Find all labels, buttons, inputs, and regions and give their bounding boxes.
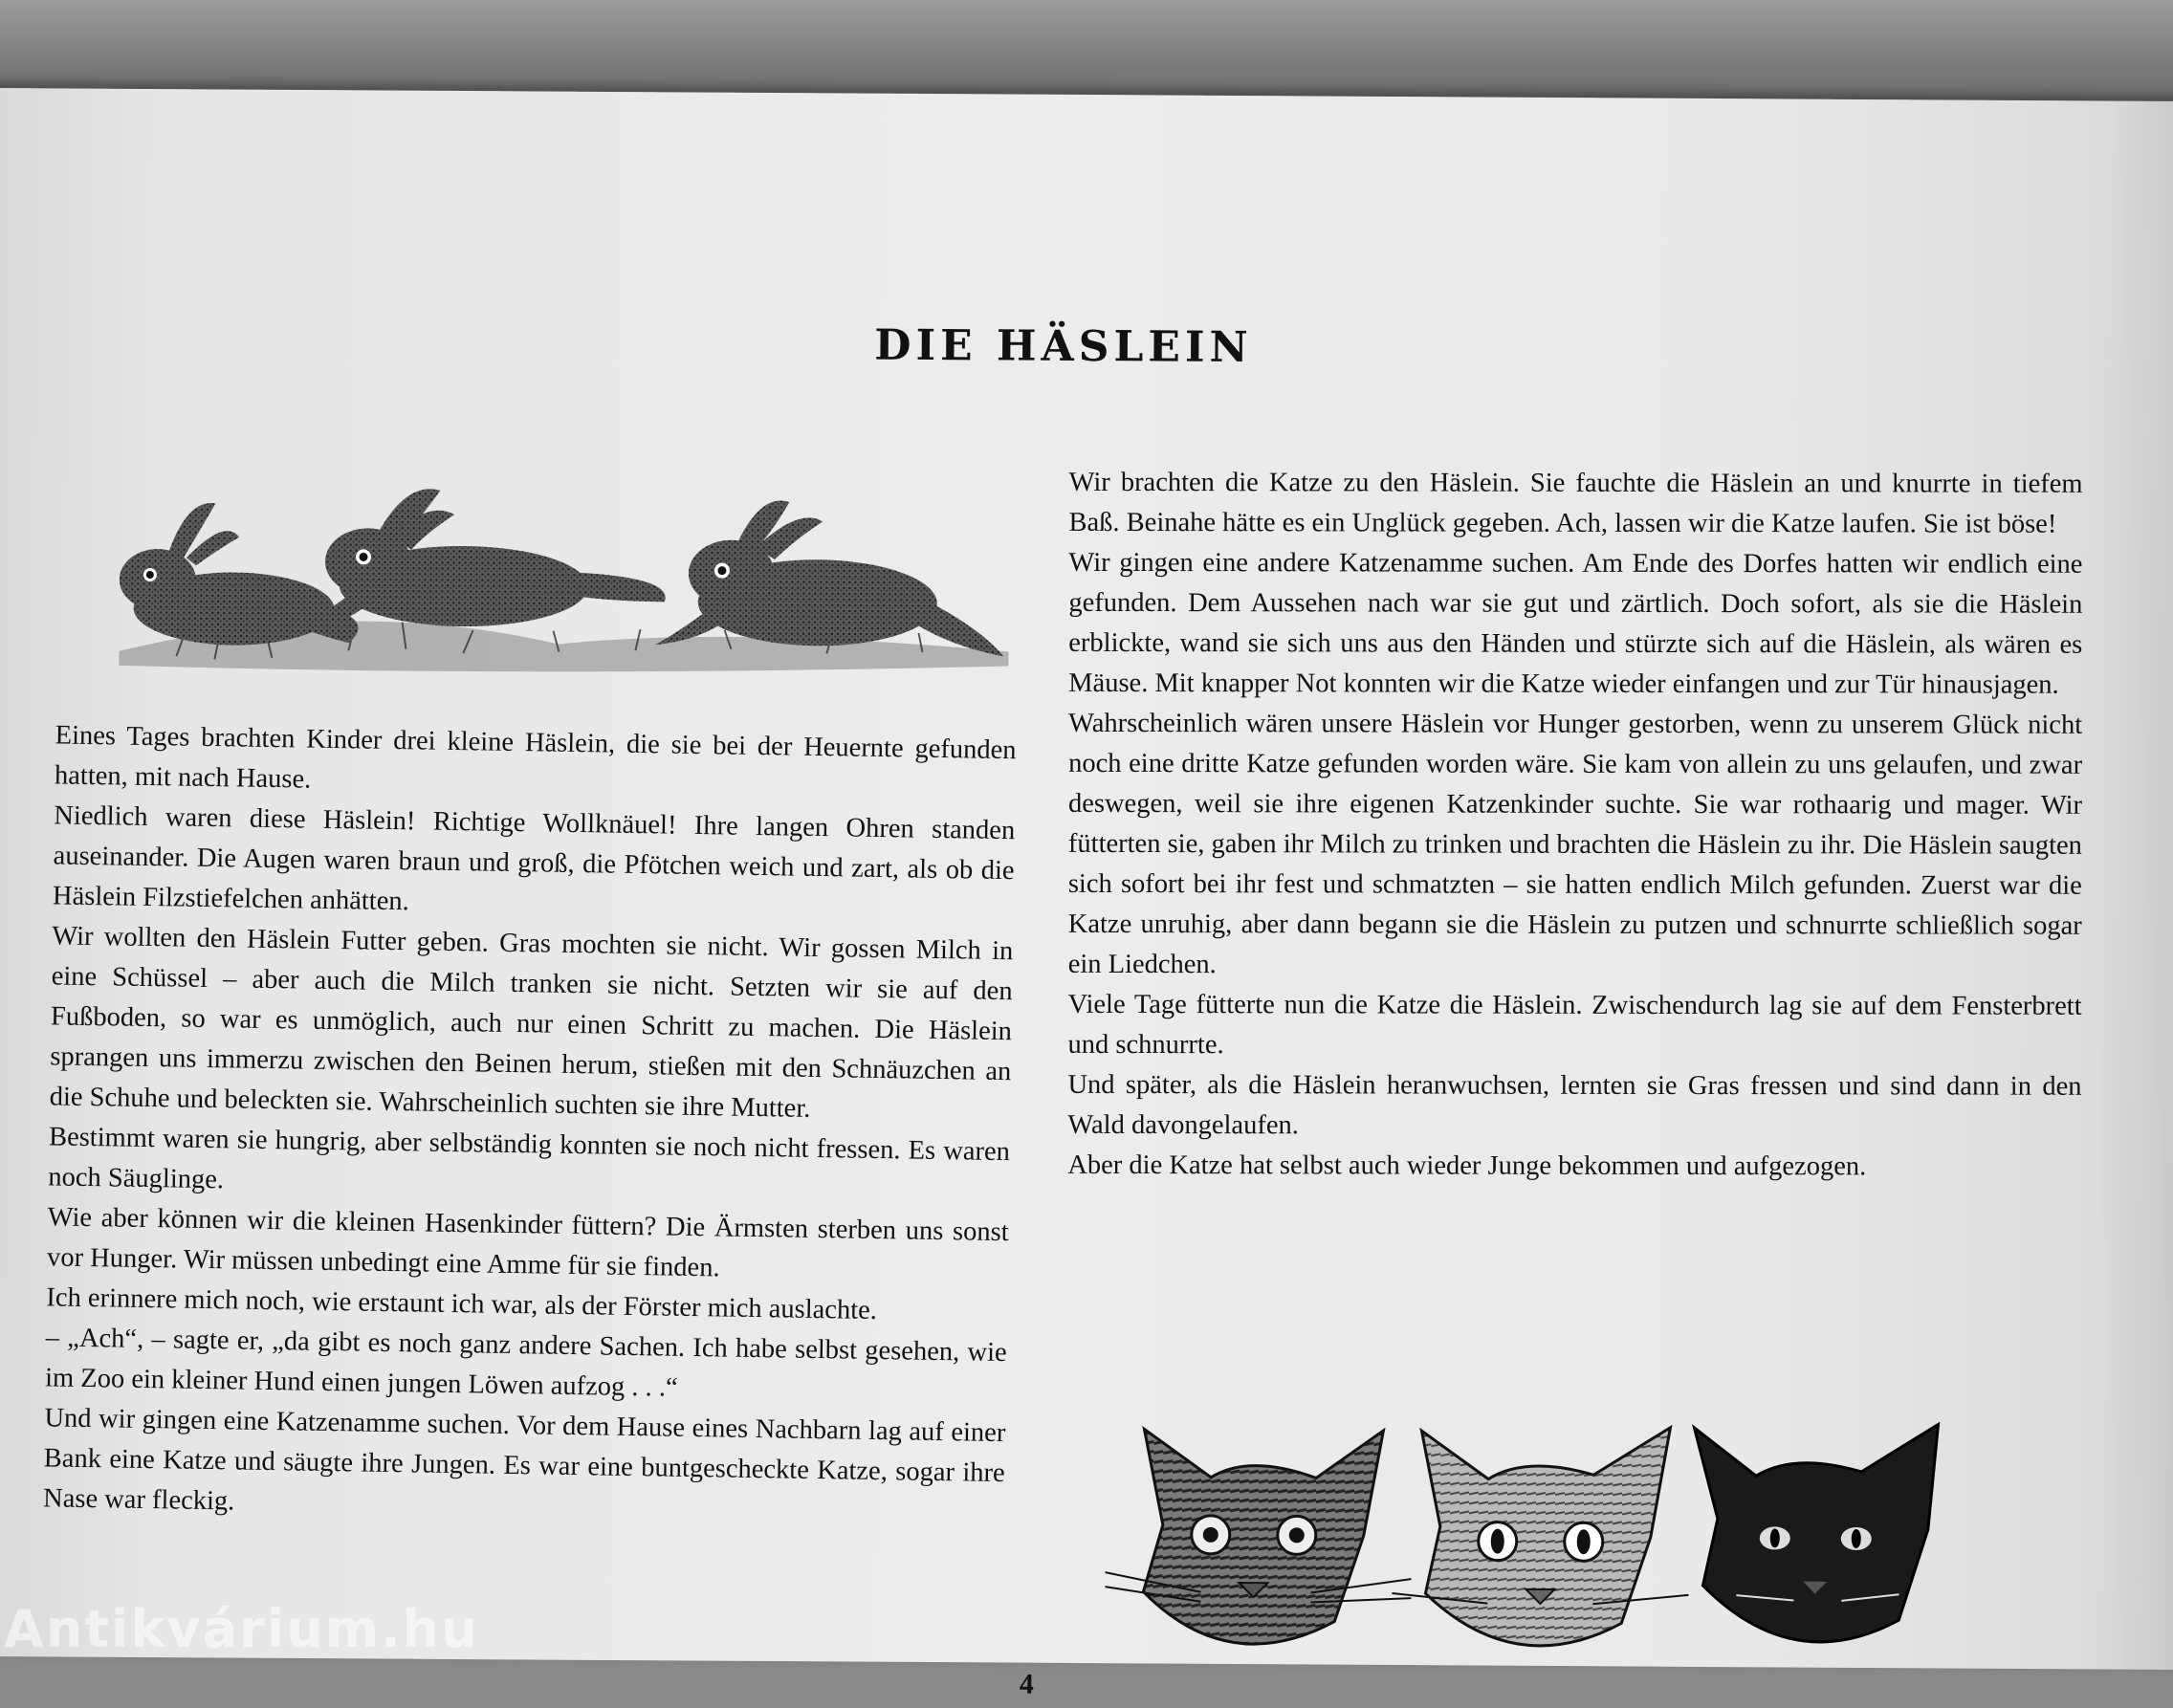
paragraph: Wahrscheinlich wären unsere Häslein vor Hunger gestorben, wenn zu unserem Glück nicht noch eine dritte Katze gefunden worden wäre. Sie kam von allein zu uns gelaufen, und zwar deswegen, weil sie ihre eigenen Katzenkinder suchte. Sie war rothaarig und mager. Wir fütterten sie, gaben ihr Milch zu trinken und brachten die Häslein zu ihr. Die Häslein saugten sich sofort bei ihr fest und schmatzten – sie hatten endlich Milch gefunden. Zuerst war die Katze unruhig, aber dann begann sie die Häslein zu putzen und schnurrte schließlich sogar ein Liedchen. xyxy=(1067,708,2083,980)
cat-2 xyxy=(1392,1426,1689,1647)
paragraph: Wir wollten den Häslein Futter geben. Gras mochten sie nicht. Wir gossen Milch in eine Schüssel – aber auch die Milch tranken sie nicht. Setzten wir sie auf den Fußboden, so war es unmöglich, auch nur einen Schritt zu machen. Die Häslein sprangen uns immerzu zwischen den Beinen herum, stießen mit den Schnäuzchen an die Schuhe und beleckten sie. Wahrscheinlich suchten sie ihre Mutter. xyxy=(49,921,1014,1124)
page-title: DIE HÄSLEIN xyxy=(874,320,1253,373)
page-number: 4 xyxy=(1019,1668,1034,1700)
rabbits-illustration xyxy=(61,478,1014,680)
left-text-column xyxy=(43,715,1017,1534)
paragraph: Und wir gingen eine Katzenamme suchen. Vor dem Hause eines Nachbarn lag auf einer Bank eine Katze und säugte ihre Jungen. Es war eine buntgescheckte Katze, sogar ihre Nase war fleckig. xyxy=(42,1403,1006,1517)
paragraph: Wir gingen eine andere Katzenamme suchen. Am Ende des Dorfes hatten wir endlich eine gefunden. Dem Aussehen nach war sie gut und zärtlich. Doch sofort, als sie die Häslein erblickte, wand sie sich uns aus den Händen und stürzte sich auf die Häslein, als wären es Mäuse. Mit knapper Not konnten wir die Katze wieder einfangen und zur Tür hinausjagen. xyxy=(1068,547,2083,700)
cat-1 xyxy=(1105,1429,1412,1645)
rabbit-2 xyxy=(281,488,666,640)
rabbit-3 xyxy=(654,500,1004,657)
cats-illustration xyxy=(1105,1400,1996,1683)
paragraph: Eines Tages brachten Kinder drei kleine Häslein, die sie bei der Heuernte gefunden hatten, mit nach Hause. xyxy=(54,720,1017,795)
paragraph: Niedlich waren diese Häslein! Richtige Wollknäuel! Ihre langen Ohren standen auseinander. Die Augen waren braun und groß, die Pfötchen weich und zart, als ob die Häslein Filzstiefelchen anhätten. xyxy=(52,800,1016,917)
paragraph: Ich erinnere mich noch, wie erstaunt ich war, als der Förster mich auslachte. xyxy=(46,1282,878,1325)
cat-3 xyxy=(1693,1423,1938,1643)
watermark-text: Antikvárium.hu xyxy=(4,1599,480,1659)
paragraph: Bestimmt waren sie hungrig, aber selbständig konnten sie noch nicht fressen. Es waren noch Säuglinge. xyxy=(48,1122,1011,1195)
right-text-column xyxy=(1067,463,2082,1188)
paragraph: Wie aber können wir die kleinen Hasenkinder füttern? Die Ärmsten sterben uns sonst vor Hunger. Wir müssen unbedingt eine Amme für sie finden. xyxy=(46,1202,1009,1283)
paragraph: – „Ach“, – sagte er, „da gibt es noch ganz andere Sachen. Ich habe selbst gesehen, wie im Zoo ein kleiner Hund einen jungen Löwen aufzog . . .“ xyxy=(44,1323,1007,1403)
book-page xyxy=(0,88,2173,1700)
paragraph: Und später, als die Häslein heranwuchsen, lernten sie Gras fressen und sind dann in den Wald davongelaufen. xyxy=(1067,1069,2082,1141)
paragraph: Aber die Katze hat selbst auch wieder Junge bekommen und aufgezogen. xyxy=(1067,1150,1867,1182)
paragraph: Viele Tage fütterte nun die Katze die Häslein. Zwischendurch lag sie auf dem Fensterbrett und schnurrte. xyxy=(1067,989,2082,1061)
paragraph: Wir brachten die Katze zu den Häslein. Sie fauchte die Häslein an und knurrte in tiefem Baß. Beinahe hätte es ein Unglück gegeben. Ach, lassen wir die Katze laufen. Sie ist böse! xyxy=(1068,467,2083,539)
